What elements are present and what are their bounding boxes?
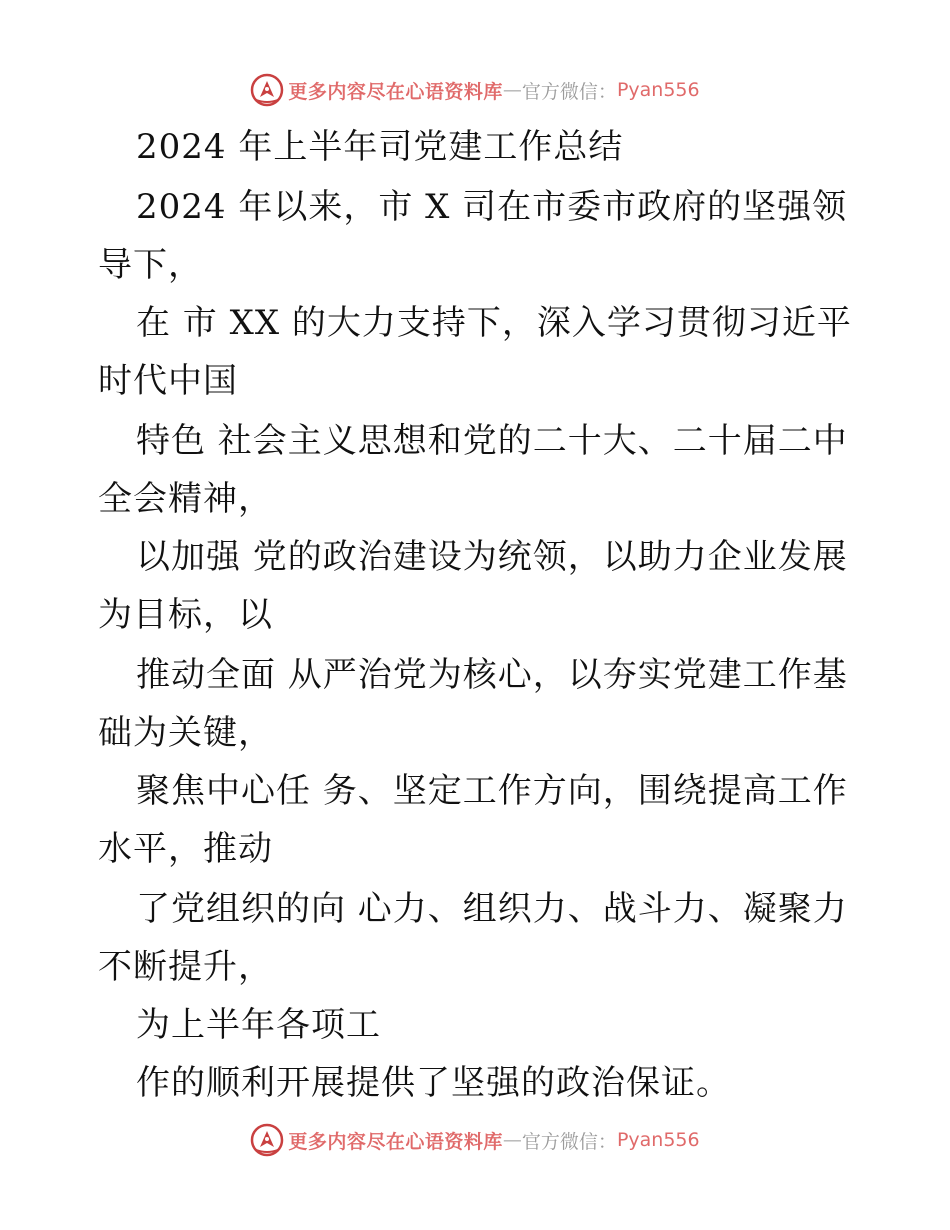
official-wechat-label: 官方微信： xyxy=(521,1130,617,1153)
paragraph-line: 不断提升， xyxy=(98,947,273,987)
paragraph-line: 2024 年以来，市 X 司在市委市政府的坚强领 xyxy=(136,187,848,227)
paragraph-line: 为上半年各项工 xyxy=(136,1005,381,1045)
official-wechat-label: 官方微信： xyxy=(521,80,617,103)
wechat-id: Pyan556 xyxy=(616,79,700,101)
paragraph-line: 特色 社会主义思想和党的二十大、二十届二中 xyxy=(136,421,848,461)
paragraph-line: 全会精神， xyxy=(98,479,273,519)
paragraph-line: 为目标，以 xyxy=(98,595,273,635)
paragraph-line: 聚焦中心任 务、坚定工作方向，围绕提高工作 xyxy=(136,771,848,811)
paragraph-line: 了党组织的向 心力、组织力、战斗力、凝聚力 xyxy=(136,889,848,929)
separator-dash: — xyxy=(502,1129,522,1151)
wechat-id: Pyan556 xyxy=(616,1129,700,1151)
paragraph-line: 推动全面 从严治党为核心，以夯实党建工作基 xyxy=(136,655,848,695)
paragraph-line: 时代中国 xyxy=(98,361,238,401)
watermark-banner-bottom xyxy=(0,1120,950,1160)
paragraph-line: 在 市 XX 的大力支持下，深入学习贯彻习近平 xyxy=(136,303,852,343)
paragraph-line: 作的顺利开展提供了坚强的政治保证。 xyxy=(136,1063,731,1103)
document-title: 2024 年上半年司党建工作总结 xyxy=(136,127,624,167)
paragraph-line: 础为关键， xyxy=(98,713,273,753)
paragraph-line: 导下， xyxy=(98,245,203,285)
paragraph-line: 以加强 党的政治建设为统领，以助力企业发展 xyxy=(136,537,848,577)
promo-text: 更多内容尽在心语资料库 xyxy=(288,1130,503,1153)
paragraph-line: 水平，推动 xyxy=(98,829,273,869)
separator-dash: — xyxy=(502,79,522,101)
fountain-pen-nib-icon xyxy=(250,1123,284,1157)
promo-text: 更多内容尽在心语资料库 xyxy=(288,80,503,103)
